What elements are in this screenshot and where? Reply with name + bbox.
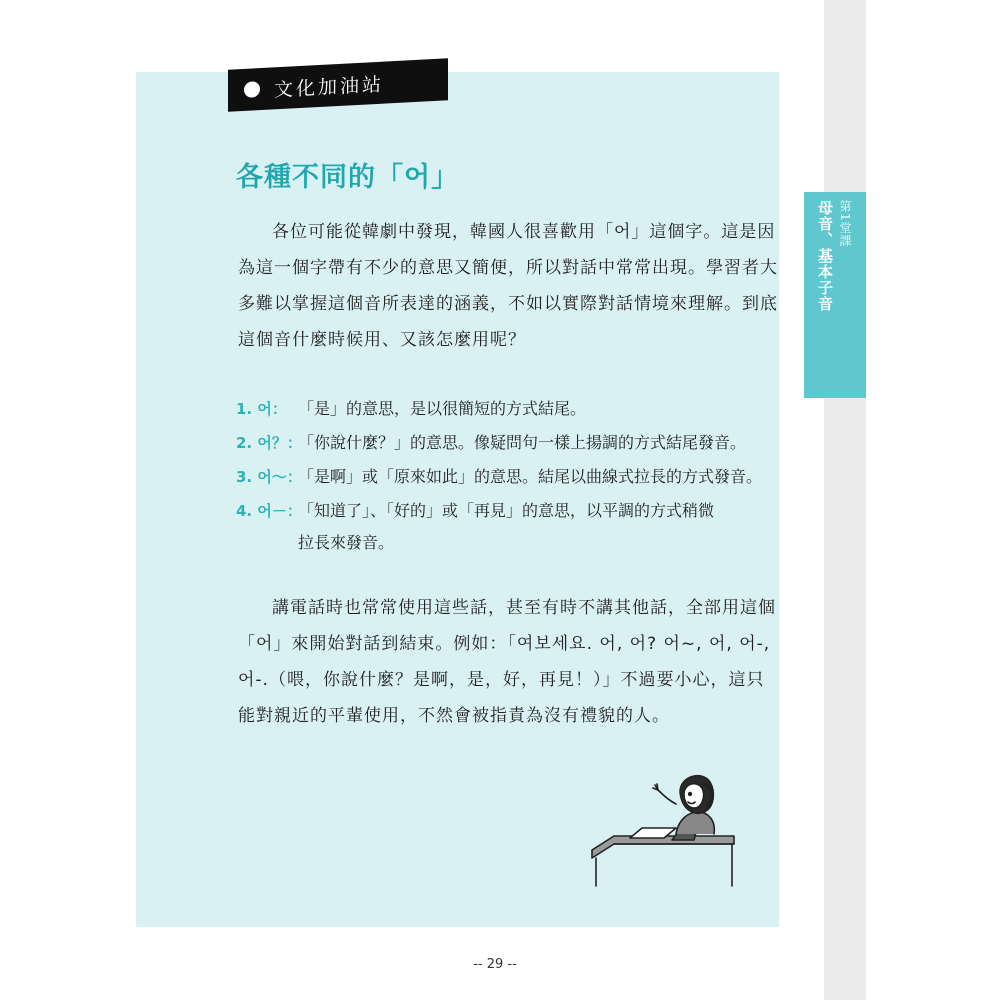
closing-line: 能對親近的平輩使用，不然會被指責為沒有禮貌的人。 bbox=[238, 706, 670, 726]
intro-paragraph bbox=[238, 214, 778, 358]
item-label: 1. 어： bbox=[236, 400, 287, 418]
chapter-tab[interactable] bbox=[804, 192, 866, 398]
item-desc-line: 拉長來發音。 bbox=[298, 533, 395, 552]
closing-line: 講電話時也常常使用這些話，甚至有時不講其他話，全部用這個 bbox=[272, 598, 776, 618]
intro-line: 多難以掌握這個音所表達的涵義，不如以實際對話情境來理解。到底 bbox=[238, 294, 778, 314]
closing-line: 어-.（喂，你說什麼？是啊，是，好，再見！）」不過要小心，這只 bbox=[238, 670, 765, 690]
chapter-title: 母音、基本子音 bbox=[816, 200, 834, 312]
closing-line: 「어」來開始對話到結束。例如：「여보세요. 어, 어? 어~, 어, 어-, bbox=[238, 634, 771, 654]
list-item bbox=[236, 427, 756, 461]
intro-line: 為這一個字帶有不少的意思又簡便，所以對話中常常出現。學習者大 bbox=[238, 258, 778, 278]
list-item bbox=[236, 495, 756, 561]
intro-line: 各位可能從韓劇中發現，韓國人很喜歡用「어」這個字。這是因 bbox=[272, 222, 776, 242]
item-label: 4. 어－： bbox=[236, 502, 302, 520]
page-edge-strip bbox=[824, 0, 866, 1000]
closing-paragraph bbox=[238, 590, 776, 734]
woman-on-phone-icon bbox=[584, 768, 744, 888]
section-title: 各種不同的「어」 bbox=[236, 162, 460, 193]
item-desc: 「是啊」或「原來如此」的意思。結尾以曲線式拉長的方式發音。 bbox=[298, 467, 763, 486]
bullet-dot-icon bbox=[244, 81, 260, 98]
item-label: 2. 어？： bbox=[236, 434, 302, 452]
item-desc bbox=[298, 495, 768, 559]
usage-list bbox=[236, 393, 763, 561]
chapter-number: 第1堂課 bbox=[838, 200, 852, 248]
item-desc: 「你說什麼？」的意思。像疑問句一樣上揚調的方式結尾發音。 bbox=[298, 433, 747, 452]
item-label: 3. 어～： bbox=[236, 468, 302, 486]
item-desc: 「是」的意思，是以很簡短的方式結尾。 bbox=[298, 399, 587, 418]
list-item bbox=[236, 461, 763, 495]
list-item bbox=[236, 393, 756, 427]
banner-text: 文化加油站 bbox=[274, 73, 385, 101]
page-number: -- 29 -- bbox=[473, 957, 517, 972]
item-desc-line: 「知道了」、「好的」或「再見」的意思，以平調的方式稍微 bbox=[298, 501, 715, 520]
intro-line: 這個音什麼時候用、又該怎麼用呢？ bbox=[238, 330, 526, 350]
